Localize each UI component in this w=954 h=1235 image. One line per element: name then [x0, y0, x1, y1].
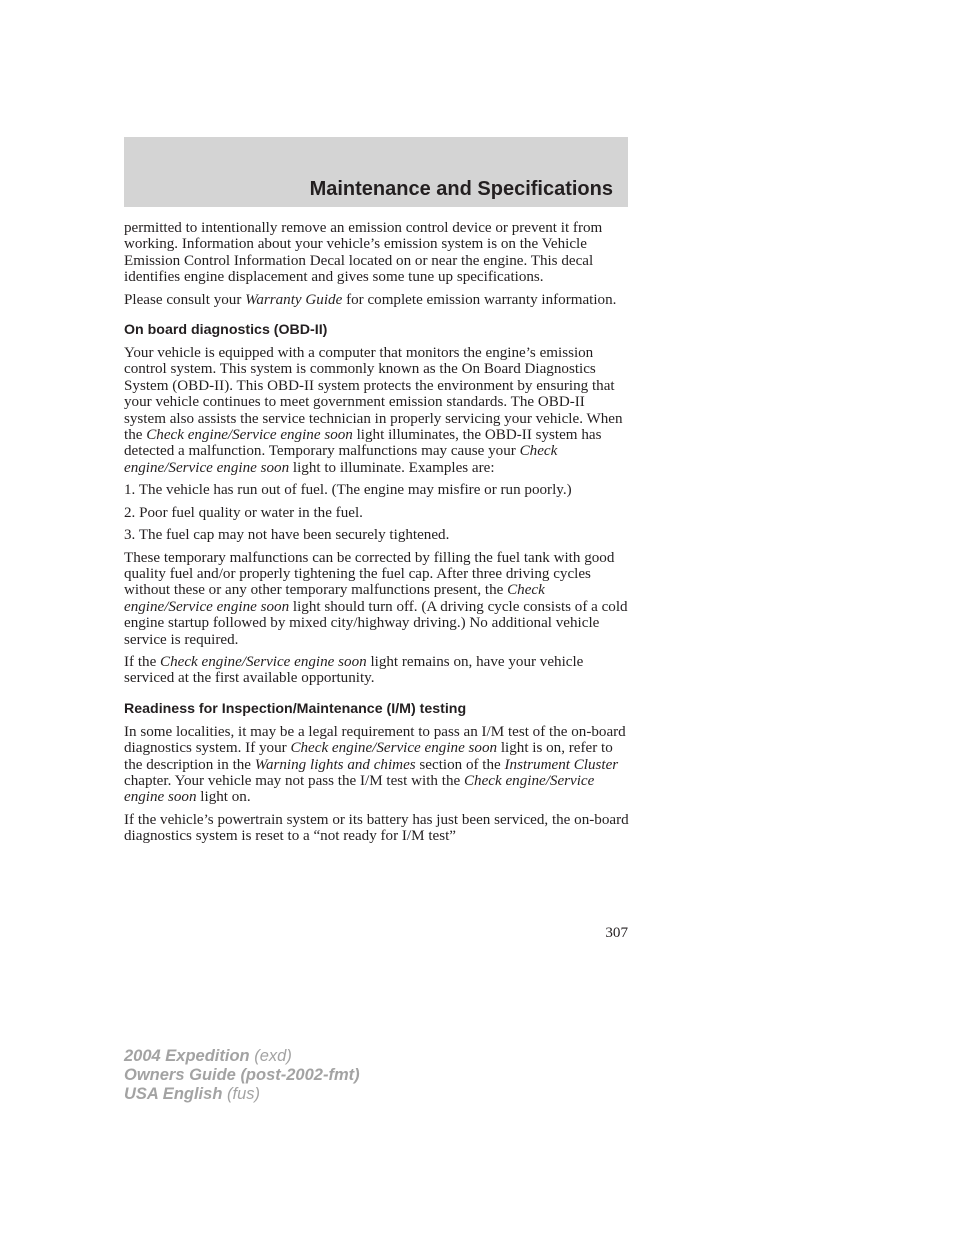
text-run: light illuminates, the OBD-II system has detected a malfunction. Temporary malfunctions may cause your	[124, 427, 602, 460]
check-engine-ref: Check engine/Service engine soon	[124, 582, 545, 615]
text-run: Please consult your	[124, 291, 246, 308]
paragraph-temporary-malfunctions	[124, 550, 630, 648]
instrument-cluster-ref: Instrument Cluster	[504, 756, 619, 773]
check-engine-ref: Check engine/Service engine soon	[146, 427, 353, 444]
paragraph-powertrain-reset: If the vehicle’s powertrain system or its battery has just been serviced, the on-board diagnostics system is reset to a “not ready for I/M test”	[124, 811, 629, 845]
paragraph-warranty	[124, 292, 630, 308]
page-number: 307	[605, 925, 628, 941]
check-engine-ref: Check engine/Service engine soon	[290, 740, 498, 757]
heading-obd: On board diagnostics (OBD-II)	[124, 322, 328, 339]
document-footer	[124, 1047, 360, 1104]
paragraph-light-remains-on	[124, 654, 630, 687]
section-title: Maintenance and Specifications	[309, 178, 613, 200]
text-run: Your vehicle is equipped with a computer that monitors the engine’s emission control system. This system is commonly known as the On Board Diagnostics System (OBD-II). This OBD-II system protects the environment by ensuring that your vehicle continues to meet government emission standards. The OBD-II system also assists the service technician in properly servicing your vehicle. When the	[124, 345, 623, 444]
paragraph-obd-description	[124, 345, 630, 476]
page-content	[124, 220, 630, 851]
text-run: for complete emission warranty information.	[342, 291, 617, 308]
footer-language-name: USA English	[124, 1085, 223, 1103]
footer-line-vehicle	[124, 1047, 360, 1066]
warning-lights-ref: Warning lights and chimes	[254, 756, 416, 773]
footer-line-language	[124, 1085, 360, 1104]
list-item: 1. The vehicle has run out of fuel. (The engine may misfire or run poorly.)	[124, 482, 572, 499]
text-run: light is on, refer to the description in the	[124, 740, 613, 773]
text-run: light should turn off. (A driving cycle consists of a cold engine startup followed by mixed city/highway driving.) No additional vehicle service is required.	[124, 598, 628, 648]
text-run: light remains on, have your vehicle serviced at the first available opportunity.	[124, 653, 584, 687]
list-item: 3. The fuel cap may not have been securely tightened.	[124, 527, 450, 544]
footer-line-guide: Owners Guide (post-2002-fmt)	[124, 1066, 360, 1084]
text-run: These temporary malfunctions can be corrected by filling the fuel tank with good quality fuel and/or properly tightening the fuel cap. After three driving cycles without these or any other temporary malfunctions present, the	[124, 549, 615, 599]
footer-vehicle-code: (exd)	[249, 1047, 292, 1065]
text-run: section of the	[415, 756, 505, 773]
check-engine-ref: Check engine/Service engine soon	[160, 653, 367, 670]
warranty-guide-ref: Warranty Guide	[245, 291, 343, 308]
footer-vehicle-name: 2004 Expedition	[124, 1047, 250, 1065]
footer-language-code: (fus)	[222, 1085, 260, 1103]
section-header-band	[124, 137, 628, 207]
paragraph-im-requirement	[124, 724, 630, 806]
heading-im-testing: Readiness for Inspection/Maintenance (I/M) testing	[124, 700, 467, 717]
text-run: light on.	[196, 789, 251, 806]
list-item: 2. Poor fuel quality or water in the fuel.	[124, 504, 363, 521]
text-run: If the	[124, 653, 161, 670]
check-engine-ref: Check engine/Service engine soon	[124, 772, 595, 806]
text-run: light to illuminate. Examples are:	[289, 459, 495, 476]
paragraph-emission-decal: permitted to intentionally remove an emission control device or prevent it from working. Information about your vehicle’s emission system is on the Vehicle Emission Control Information Decal located on or near the engine. This decal identifies engine displacement and gives some tune up specifications.	[124, 220, 603, 286]
check-engine-ref: Check engine/Service engine soon	[124, 443, 558, 476]
text-run: In some localities, it may be a legal requirement to pass an I/M test of the on-board diagnostics system. If your	[124, 723, 626, 757]
text-run: chapter. Your vehicle may not pass the I/M test with the	[124, 772, 464, 789]
